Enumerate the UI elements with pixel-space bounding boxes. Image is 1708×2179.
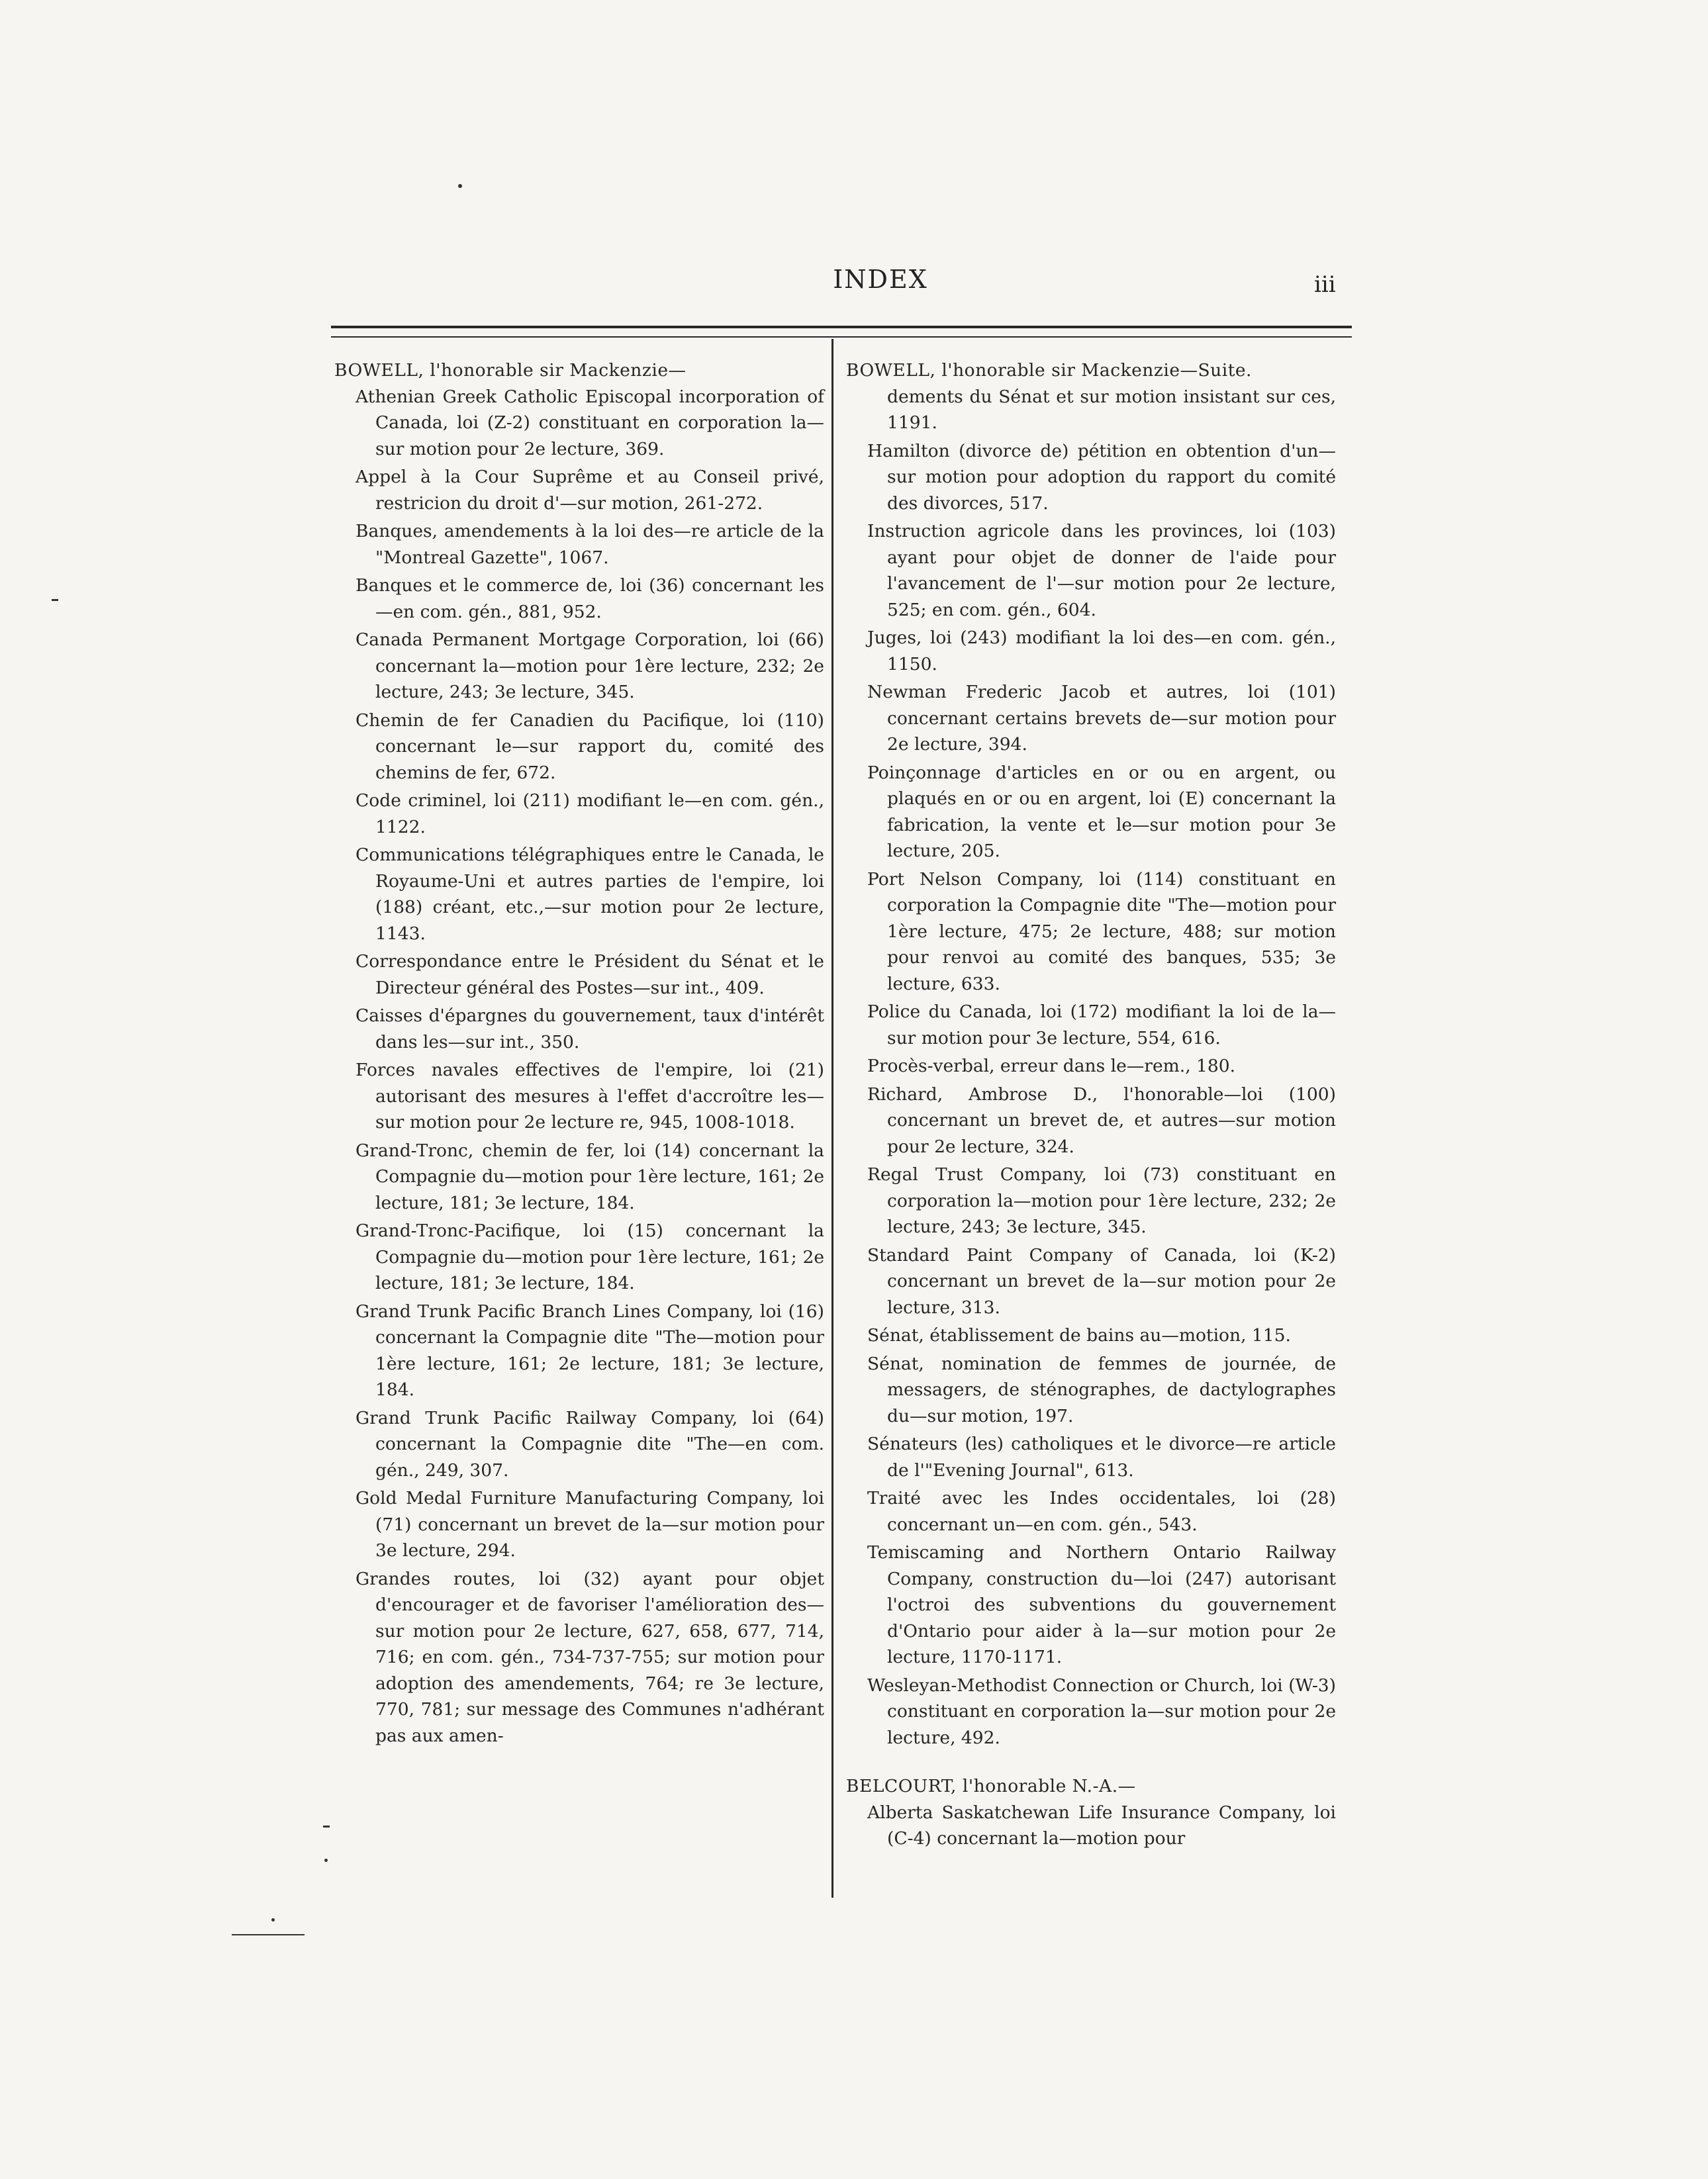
- index-entry: Newman Frederic Jacob et autres, loi (101) concernant certains brevets de—sur motion pour 2e lecture, 394.: [867, 682, 1336, 755]
- index-entry: Canada Permanent Mortgage Corporation, loi (66) concernant la—motion pour 1ère lecture, 232; 2e lecture, 243; 3e lecture, 345.: [356, 629, 824, 702]
- index-entry: Wesleyan-Methodist Connection or Church, loi (W-3) constituant en corporation la—sur motion pour 2e lecture, 492.: [867, 1675, 1336, 1748]
- index-entry: Forces navales effectives de l'empire, loi (21) autorisant des mesures à l'effet d'accroître les—sur motion pour 2e lecture re, 945, 1008-1018.: [356, 1060, 824, 1133]
- index-entry: Chemin de fer Canadien du Pacifique, loi (110) concernant le—sur rapport du, comité des chemins de fer, 672.: [356, 710, 824, 783]
- scan-speck: [324, 1859, 328, 1862]
- index-entry: Temiscaming and Northern Ontario Railway Company, construction du—loi (247) autorisant l'octroi des subventions du gouvernement d'Ontario pour aider à la—sur motion pour 2e lecture, 1170-1171.: [867, 1542, 1336, 1667]
- running-title: INDEX: [833, 265, 928, 294]
- index-entry: Sénat, établissement de bains au—motion, 115.: [867, 1325, 1291, 1346]
- index-entry: Juges, loi (243) modifiant la loi des—en com. gén., 1150.: [867, 627, 1336, 674]
- index-entry: Instruction agricole dans les provinces, loi (103) ayant pour objet de donner de l'aide pour l'avancement de l'—sur motion pour 2e lecture, 525; en com. gén., 604.: [867, 521, 1336, 620]
- index-entry: Traité avec les Indes occidentales, loi (28) concernant un—en com. gén., 543.: [867, 1488, 1336, 1535]
- scan-speck: [52, 599, 58, 601]
- index-entry: Appel à la Cour Suprême et au Conseil privé, restricion du droit d'—sur motion, 261-272.: [356, 467, 824, 514]
- index-entry: Port Nelson Company, loi (114) constituant en corporation la Compagnie dite "The—motion pour 1ère lecture, 475; 2e lecture, 488; sur motion pour renvoi au comité des banques, 535; 3e lecture, 633.: [867, 868, 1336, 994]
- index-entry: Police du Canada, loi (172) modifiant la loi de la—sur motion pour 3e lecture, 554, 616.: [867, 1001, 1336, 1048]
- index-entry: Grand Trunk Pacific Railway Company, loi (64) concernant la Compagnie dite "The—en com. gén., 249, 307.: [356, 1407, 824, 1481]
- right-column: [846, 357, 1336, 1854]
- page-number: iii: [1314, 271, 1336, 298]
- scan-speck: [232, 1934, 305, 1935]
- column-divider: [831, 339, 833, 1898]
- index-entry: Gold Medal Furniture Manufacturing Company, loi (71) concernant un brevet de la—sur motion pour 3e lecture, 294.: [356, 1488, 824, 1561]
- scan-speck: [271, 1918, 275, 1922]
- index-entry: Communications télégraphiques entre le Canada, le Royaume-Uni et autres parties de l'empire, loi (188) créant, etc.,—sur motion pour 2e lecture, 1143.: [356, 845, 824, 944]
- index-heading: BOWELL, l'honorable sir Mackenzie—Suite.: [846, 360, 1252, 381]
- index-entry: Banques, amendements à la loi des—re article de la "Montreal Gazette", 1067.: [356, 521, 824, 568]
- index-heading: BELCOURT, l'honorable N.-A.—: [846, 1776, 1136, 1796]
- left-column: [334, 357, 824, 1751]
- header-rule-thin: [331, 336, 1352, 338]
- index-entry: Caisses d'épargnes du gouvernement, taux d'intérêt dans les—sur int., 350.: [356, 1005, 824, 1052]
- scan-speck: [323, 1826, 330, 1828]
- scan-speck: [458, 184, 462, 188]
- index-entry: Alberta Saskatchewan Life Insurance Company, loi (C-4) concernant la—motion pour: [867, 1802, 1336, 1849]
- index-entry: Poinçonnage d'articles en or ou en argent, ou plaqués en or ou en argent, loi (E) concernant la fabrication, la vente et le—sur motion pour 3e lecture, 205.: [867, 762, 1336, 861]
- index-entry: Correspondance entre le Président du Sénat et le Directeur général des Postes—sur int., 409.: [356, 951, 824, 998]
- index-entry: Grand-Tronc-Pacifique, loi (15) concernant la Compagnie du—motion pour 1ère lecture, 161; 2e lecture, 181; 3e lecture, 184.: [356, 1221, 824, 1293]
- index-entry: Standard Paint Company of Canada, loi (K-2) concernant un brevet de la—sur motion pour 2e lecture, 313.: [867, 1244, 1336, 1318]
- index-entry: Procès-verbal, erreur dans le—rem., 180.: [867, 1056, 1236, 1076]
- index-entry: Richard, Ambrose D., l'honorable—loi (100) concernant un brevet de, et autres—sur motion pour 2e lecture, 324.: [867, 1084, 1336, 1157]
- index-entry: Grandes routes, loi (32) ayant pour objet d'encourager et de favoriser l'amélioration des—sur motion pour 2e lecture, 627, 658, 677, 714, 716; en com. gén., 734-737-755; sur motion pour adoption des amendements, 764; re 3e lecture, 770, 781; sur message des Communes n'adhérant pas aux amen-: [356, 1568, 824, 1746]
- index-entry: Grand-Tronc, chemin de fer, loi (14) concernant la Compagnie du—motion pour 1ère lecture, 161; 2e lecture, 181; 3e lecture, 184.: [356, 1140, 824, 1213]
- index-entry: Sénateurs (les) catholiques et le divorce—re article de l'"Evening Journal", 613.: [867, 1434, 1336, 1481]
- index-entry: Grand Trunk Pacific Branch Lines Company, loi (16) concernant la Compagnie dite "The—motion pour 1ère lecture, 161; 2e lecture, 181; 3e lecture, 184.: [356, 1301, 824, 1400]
- index-entry: Code criminel, loi (211) modifiant le—en com. gén., 1122.: [356, 790, 824, 837]
- index-entry: Athenian Greek Catholic Episcopal incorporation of Canada, loi (Z-2) constituant en corporation la—sur motion pour 2e lecture, 369.: [356, 386, 824, 459]
- header-rule-thick: [331, 326, 1352, 328]
- index-entry-continuation: dements du Sénat et sur motion insistant sur ces, 1191.: [887, 386, 1336, 433]
- index-entry: Banques et le commerce de, loi (36) concernant les—en com. gén., 881, 952.: [356, 575, 824, 622]
- index-entry: Hamilton (divorce de) pétition en obtention d'un—sur motion pour adoption du rapport du comité des divorces, 517.: [867, 440, 1336, 514]
- index-entry: Sénat, nomination de femmes de journée, de messagers, de sténographes, de dactylographes du—sur motion, 197.: [867, 1353, 1336, 1426]
- index-entry: Regal Trust Company, loi (73) constituant en corporation la—motion pour 1ère lecture, 232; 2e lecture, 243; 3e lecture, 345.: [867, 1164, 1336, 1237]
- index-heading: BOWELL, l'honorable sir Mackenzie—: [334, 360, 687, 381]
